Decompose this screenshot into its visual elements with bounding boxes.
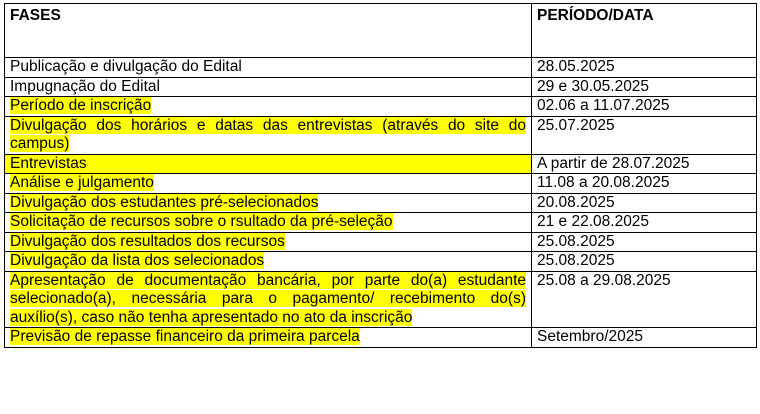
fase-cell <box>5 116 532 154</box>
data-cell: 28.05.2025 <box>532 58 757 78</box>
fase-text-highlighted: Período de inscrição <box>10 97 152 114</box>
fase-text: Impugnação do Edital <box>10 77 160 95</box>
fase-cell <box>5 154 532 174</box>
fase-cell <box>5 232 532 252</box>
data-cell: 02.06 a 11.07.2025 <box>532 97 757 117</box>
data-cell: 11.08 a 20.08.2025 <box>532 174 757 194</box>
data-cell: 20.08.2025 <box>532 193 757 213</box>
fase-text: Publicação e divulgação do Edital <box>10 58 242 75</box>
fase-text-highlighted: Divulgação da lista dos selecionados <box>10 252 265 269</box>
fase-cell <box>5 174 532 194</box>
table-row <box>5 116 757 154</box>
fase-cell <box>5 328 532 348</box>
table-row <box>5 58 757 78</box>
data-cell: 29 e 30.05.2025 <box>532 77 757 97</box>
fase-cell <box>5 252 532 272</box>
table-row <box>5 77 757 97</box>
table-row <box>5 174 757 194</box>
fase-cell <box>5 193 532 213</box>
schedule-table <box>4 3 757 348</box>
table-row <box>5 252 757 272</box>
data-cell: 25.08.2025 <box>532 252 757 272</box>
fase-cell <box>5 58 532 78</box>
fase-text-highlighted: Solicitação de recursos sobre o rsultado da pré-seleção <box>10 213 393 230</box>
fase-text-highlighted: Entrevistas <box>10 154 87 172</box>
header-fases: FASES <box>5 4 532 58</box>
fase-text-highlighted: Divulgação dos horários e datas das entrevistas (através do site do campus) <box>10 116 526 152</box>
data-cell: 25.07.2025 <box>532 116 757 154</box>
fase-text-highlighted: Divulgação dos resultados dos recursos <box>10 232 285 250</box>
fase-cell <box>5 271 532 328</box>
table-row <box>5 97 757 117</box>
table-row <box>5 154 757 174</box>
data-cell: 25.08 a 29.08.2025 <box>532 271 757 328</box>
fase-text-highlighted: Divulgação dos estudantes pré-selecionados <box>10 193 319 211</box>
table-row <box>5 271 757 328</box>
data-cell: 21 e 22.08.2025 <box>532 213 757 233</box>
table-row <box>5 232 757 252</box>
fase-cell <box>5 213 532 233</box>
fase-text-highlighted: Análise e julgamento <box>10 174 154 191</box>
data-cell: A partir de 28.07.2025 <box>532 154 757 174</box>
header-periodo-data: PERÍODO/DATA <box>532 4 757 58</box>
header-row <box>5 4 757 58</box>
fase-text-highlighted: Apresentação de documentação bancária, por parte do(a) estudante selecionado(a), necessária para o pagamento/ recebimento do(s) auxílio(s), caso não tenha apresentado no ato da inscrição <box>10 271 526 326</box>
data-cell: Setembro/2025 <box>532 328 757 348</box>
data-cell: 25.08.2025 <box>532 232 757 252</box>
table-row <box>5 328 757 348</box>
fase-cell <box>5 97 532 117</box>
table-row <box>5 213 757 233</box>
fase-cell <box>5 77 532 97</box>
table-row <box>5 193 757 213</box>
fase-text-highlighted: Previsão de repasse financeiro da primeira parcela <box>10 328 360 345</box>
